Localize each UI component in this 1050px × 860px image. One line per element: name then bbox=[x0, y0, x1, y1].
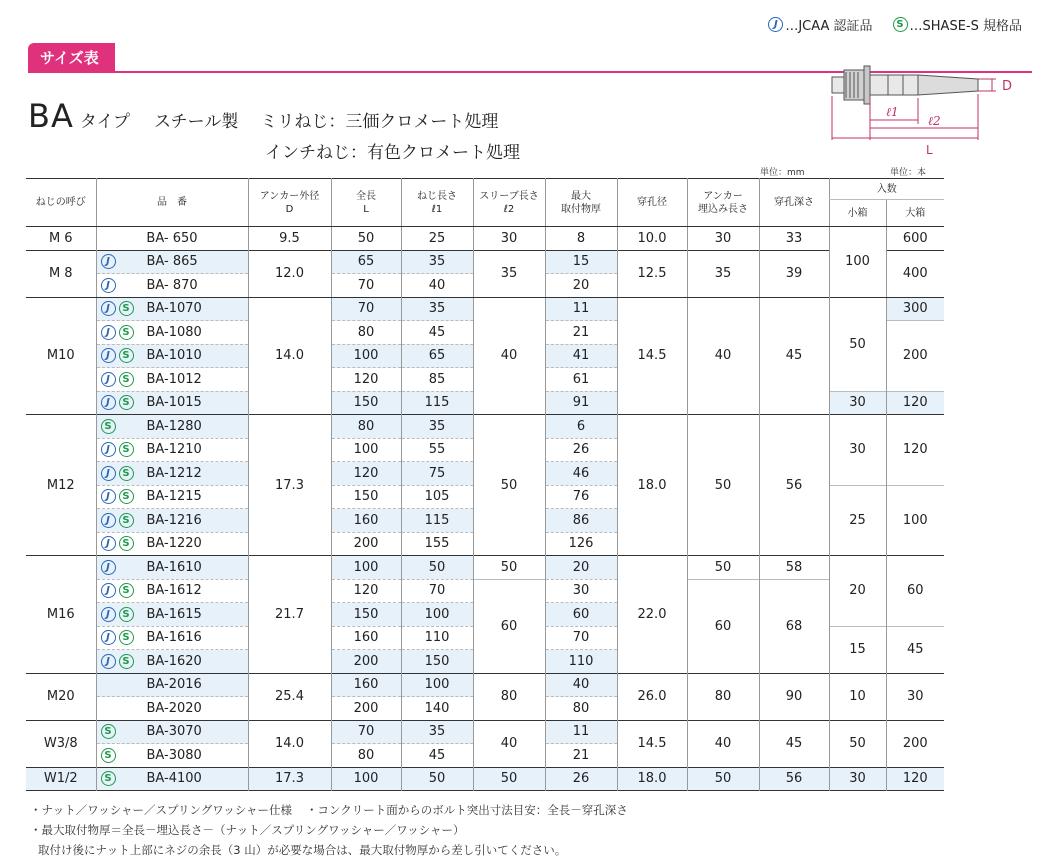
sleeve-length-cell: 40 bbox=[473, 720, 545, 767]
embed-length-cell: 50 bbox=[687, 415, 759, 556]
table-row bbox=[26, 767, 944, 791]
thread-length-cell: 25 bbox=[401, 227, 473, 251]
max-thickness-cell: 20 bbox=[545, 274, 617, 298]
sleeve-length-cell: 30 bbox=[473, 227, 545, 251]
header-max-thickness: 最大 取付物厚 bbox=[545, 179, 617, 227]
thread-length-cell: 50 bbox=[401, 556, 473, 580]
part-no-label: BA-1212 bbox=[146, 465, 202, 481]
max-thickness-cell: 110 bbox=[545, 650, 617, 674]
part-no-label: BA-1010 bbox=[146, 348, 202, 364]
part-no-cell bbox=[96, 391, 248, 415]
thread-length-cell: 55 bbox=[401, 438, 473, 462]
length-cell: 150 bbox=[331, 391, 401, 415]
hole-dia-cell: 18.0 bbox=[617, 415, 687, 556]
embed-length-cell: 50 bbox=[687, 767, 759, 791]
shase-mark-icon: S bbox=[101, 771, 116, 786]
thread-length-cell: 35 bbox=[401, 415, 473, 439]
jcaa-mark-icon: J bbox=[101, 254, 116, 269]
part-no-label: BA-3070 bbox=[146, 724, 202, 740]
hole-dia-cell: 22.0 bbox=[617, 556, 687, 674]
part-no-cell: BA- 650 bbox=[96, 227, 248, 251]
hole-depth-cell: 68 bbox=[759, 579, 829, 673]
shase-mark-icon: S bbox=[101, 724, 116, 739]
part-no-cell bbox=[96, 579, 248, 603]
shase-mark-icon: S bbox=[101, 419, 116, 434]
diagram-l1-label: ℓ1 bbox=[886, 105, 899, 119]
part-no-cell bbox=[96, 415, 248, 439]
thread-length-cell: 45 bbox=[401, 744, 473, 768]
part-no-label: BA-1280 bbox=[146, 418, 202, 434]
max-thickness-cell: 21 bbox=[545, 321, 617, 345]
part-no-label: BA-1210 bbox=[146, 442, 202, 458]
embed-length-cell: 40 bbox=[687, 720, 759, 767]
length-cell: 100 bbox=[331, 556, 401, 580]
hole-depth-cell: 56 bbox=[759, 767, 829, 791]
nominal-cell: W3/8 bbox=[43, 736, 78, 751]
shase-mark-icon: S bbox=[893, 17, 908, 32]
part-no-label: BA-1070 bbox=[146, 301, 202, 317]
type-suffix: タイプ bbox=[79, 112, 130, 132]
jcaa-mark-icon: J bbox=[101, 372, 116, 387]
part-no-cell bbox=[96, 321, 248, 345]
anchor-dia-cell: 17.3 bbox=[248, 767, 331, 791]
sleeve-length-cell: 50 bbox=[473, 767, 545, 791]
sleeve-length-cell: 35 bbox=[473, 250, 545, 297]
header-thread-length: ねじ長さ ℓ1 bbox=[401, 179, 473, 227]
diagram-d-label: D bbox=[1002, 79, 1013, 94]
header-hole-depth: 穿孔深さ bbox=[759, 179, 829, 227]
part-no-cell bbox=[96, 744, 248, 768]
max-thickness-cell: 20 bbox=[545, 556, 617, 580]
header-part-no: 品 番 bbox=[96, 179, 248, 227]
sleeve-length-cell: 80 bbox=[473, 673, 545, 720]
max-thickness-cell: 11 bbox=[545, 297, 617, 321]
unit-count: 単位：本 bbox=[890, 168, 927, 178]
part-no-cell bbox=[96, 297, 248, 321]
length-cell: 160 bbox=[331, 509, 401, 533]
diagram-l-label: L bbox=[926, 143, 933, 157]
part-no-cell bbox=[96, 485, 248, 509]
legend-shase bbox=[893, 15, 1022, 34]
inch-finish: インチねじ：有色クロメート処理 bbox=[265, 143, 520, 163]
hole-dia-cell: 12.5 bbox=[617, 250, 687, 297]
legend-jcaa bbox=[768, 15, 872, 34]
max-thickness-cell: 91 bbox=[545, 391, 617, 415]
hole-dia-cell: 26.0 bbox=[617, 673, 687, 720]
note-max-thickness: ・最大取付物厚＝全長－埋込長さ－（ナット／スプリングワッシャー／ワッシャー） bbox=[30, 823, 465, 837]
shase-mark-icon: S bbox=[119, 489, 134, 504]
part-no-cell bbox=[96, 650, 248, 674]
embed-length-cell: 60 bbox=[687, 579, 759, 673]
jcaa-mark-icon: J bbox=[101, 442, 116, 457]
large-box-cell: 100 bbox=[886, 485, 944, 556]
shase-mark-icon: S bbox=[119, 325, 134, 340]
sleeve-length-cell: 50 bbox=[473, 415, 545, 556]
thread-length-cell: 150 bbox=[401, 650, 473, 674]
large-box-cell: 200 bbox=[886, 720, 944, 767]
thread-length-cell: 100 bbox=[401, 603, 473, 627]
table-row bbox=[26, 227, 944, 251]
small-box-cell: 30 bbox=[829, 391, 886, 415]
anchor-dia-cell: 9.5 bbox=[248, 227, 331, 251]
shase-mark-icon: S bbox=[119, 513, 134, 528]
table-row bbox=[26, 415, 944, 439]
size-table bbox=[26, 178, 944, 791]
part-no-label: BA-1620 bbox=[146, 653, 202, 669]
hole-depth-cell: 45 bbox=[759, 720, 829, 767]
anchor-dia-cell: 21.7 bbox=[248, 556, 331, 674]
large-box-cell: 60 bbox=[886, 556, 944, 627]
thread-length-cell: 140 bbox=[401, 697, 473, 721]
table-row bbox=[26, 579, 944, 603]
table-row bbox=[26, 250, 944, 274]
part-no-label: BA-1080 bbox=[146, 324, 202, 340]
jcaa-mark-icon: J bbox=[101, 560, 116, 575]
footnotes bbox=[30, 800, 628, 860]
part-no-label: BA-1012 bbox=[146, 371, 202, 387]
embed-length-cell: 40 bbox=[687, 297, 759, 415]
max-thickness-cell: 30 bbox=[545, 579, 617, 603]
max-thickness-cell: 15 bbox=[545, 250, 617, 274]
embed-length-cell: 35 bbox=[687, 250, 759, 297]
small-box-cell: 30 bbox=[829, 415, 886, 486]
large-box-cell: 300 bbox=[886, 297, 944, 321]
hole-depth-cell: 90 bbox=[759, 673, 829, 720]
thread-length-cell: 110 bbox=[401, 626, 473, 650]
hole-depth-cell: 58 bbox=[759, 556, 829, 580]
table-row bbox=[26, 297, 944, 321]
note-spec: ・ナット／ワッシャー／スプリングワッシャー仕様 bbox=[30, 803, 292, 817]
length-cell: 120 bbox=[331, 368, 401, 392]
part-no-cell bbox=[96, 556, 248, 580]
length-cell: 200 bbox=[331, 650, 401, 674]
max-thickness-cell: 8 bbox=[545, 227, 617, 251]
shase-mark-icon: S bbox=[119, 372, 134, 387]
shase-mark-icon: S bbox=[119, 395, 134, 410]
hole-dia-cell: 14.5 bbox=[617, 720, 687, 767]
thread-length-cell: 70 bbox=[401, 579, 473, 603]
header-sleeve-length: スリーブ長さ ℓ2 bbox=[473, 179, 545, 227]
length-cell: 120 bbox=[331, 579, 401, 603]
hole-depth-cell: 33 bbox=[759, 227, 829, 251]
thread-length-cell: 100 bbox=[401, 673, 473, 697]
hole-depth-cell: 45 bbox=[759, 297, 829, 415]
section-label: サイズ表 bbox=[28, 43, 115, 73]
small-box-cell: 10 bbox=[829, 673, 886, 720]
shase-mark-icon: S bbox=[119, 536, 134, 551]
jcaa-mark-icon: J bbox=[101, 325, 116, 340]
part-no-cell bbox=[96, 603, 248, 627]
part-no-cell bbox=[96, 509, 248, 533]
note-protrusion: ・コンクリート面からのボルト突出寸法目安：全長－穿孔深さ bbox=[305, 803, 628, 817]
max-thickness-cell: 26 bbox=[545, 438, 617, 462]
sleeve-length-cell: 60 bbox=[473, 579, 545, 673]
unit-mm: 単位：mm bbox=[760, 168, 805, 178]
part-no-cell bbox=[96, 767, 248, 791]
part-no-label: BA-1220 bbox=[146, 536, 202, 552]
thread-length-cell: 115 bbox=[401, 391, 473, 415]
length-cell: 70 bbox=[331, 297, 401, 321]
hole-depth-cell: 39 bbox=[759, 250, 829, 297]
large-box-cell: 600 bbox=[886, 227, 944, 251]
anchor-dia-cell: 14.0 bbox=[248, 297, 331, 415]
part-no-cell bbox=[96, 626, 248, 650]
nominal-cell: M20 bbox=[46, 689, 75, 704]
part-no-label: BA-2016 bbox=[146, 677, 202, 693]
max-thickness-cell: 46 bbox=[545, 462, 617, 486]
part-no-label: BA-1615 bbox=[146, 606, 202, 622]
length-cell: 70 bbox=[331, 720, 401, 744]
large-box-cell: 45 bbox=[886, 626, 944, 673]
thread-length-cell: 115 bbox=[401, 509, 473, 533]
header-large-box: 大箱 bbox=[886, 200, 944, 227]
anchor-dia-cell: 17.3 bbox=[248, 415, 331, 556]
part-no-cell bbox=[96, 532, 248, 556]
shase-mark-icon: S bbox=[119, 348, 134, 363]
jcaa-mark-icon: J bbox=[101, 654, 116, 669]
thread-length-cell: 85 bbox=[401, 368, 473, 392]
embed-length-cell: 50 bbox=[687, 556, 759, 580]
length-cell: 200 bbox=[331, 532, 401, 556]
embed-length-cell: 30 bbox=[687, 227, 759, 251]
header-nominal: ねじの呼び bbox=[26, 179, 96, 227]
jcaa-mark-icon: J bbox=[101, 395, 116, 410]
nominal-cell: M 8 bbox=[26, 250, 96, 297]
thread-length-cell: 35 bbox=[401, 297, 473, 321]
jcaa-mark-icon: J bbox=[101, 630, 116, 645]
embed-length-cell: 80 bbox=[687, 673, 759, 720]
jcaa-mark-icon: J bbox=[768, 17, 783, 32]
length-cell: 70 bbox=[331, 274, 401, 298]
hole-dia-cell: 14.5 bbox=[617, 297, 687, 415]
part-no-label: BA-1612 bbox=[146, 583, 202, 599]
small-box-cell: 25 bbox=[829, 485, 886, 556]
thread-length-cell: 65 bbox=[401, 344, 473, 368]
legend-shase-label: …SHASE-S 規格品 bbox=[909, 19, 1022, 34]
jcaa-mark-icon: J bbox=[101, 489, 116, 504]
length-cell: 65 bbox=[331, 250, 401, 274]
large-box-cell: 120 bbox=[886, 391, 944, 415]
part-no-cell bbox=[96, 368, 248, 392]
nominal-cell: W1/2 bbox=[26, 767, 96, 791]
part-no-cell bbox=[96, 673, 248, 697]
nominal-cell: M 6 bbox=[48, 230, 73, 246]
part-no-label: BA-1215 bbox=[146, 489, 202, 505]
small-box-cell: 20 bbox=[829, 556, 886, 627]
jcaa-mark-icon: J bbox=[101, 583, 116, 598]
header-anchor-dia: アンカー外径 D bbox=[248, 179, 331, 227]
part-no-cell bbox=[96, 344, 248, 368]
max-thickness-cell: 60 bbox=[545, 603, 617, 627]
header-small-box: 小箱 bbox=[829, 200, 886, 227]
large-box-cell: 400 bbox=[886, 250, 944, 297]
length-cell: 100 bbox=[331, 344, 401, 368]
jcaa-mark-icon: J bbox=[101, 301, 116, 316]
nominal-cell: M10 bbox=[46, 348, 75, 364]
header-embed-length: アンカー 埋込み長さ bbox=[687, 179, 759, 227]
material: スチール製 bbox=[154, 112, 239, 132]
thread-length-cell: 105 bbox=[401, 485, 473, 509]
type-name: BA bbox=[28, 97, 74, 135]
small-box-cell: 50 bbox=[829, 297, 886, 391]
thread-length-cell: 40 bbox=[401, 274, 473, 298]
part-no-label: BA-4100 bbox=[146, 771, 202, 787]
note-thread-margin: 取付け後にナット上部にネジの余長（3 山）が必要な場合は、最大取付物厚から差し引いてください。 bbox=[38, 843, 567, 857]
legend-jcaa-label: …JCAA 認証品 bbox=[785, 19, 873, 34]
shase-mark-icon: S bbox=[119, 442, 134, 457]
length-cell: 200 bbox=[331, 697, 401, 721]
thread-length-cell: 35 bbox=[401, 250, 473, 274]
header-quantity: 入数 bbox=[829, 179, 944, 200]
large-box-cell: 30 bbox=[886, 673, 944, 720]
length-cell: 120 bbox=[331, 462, 401, 486]
shase-mark-icon: S bbox=[101, 748, 116, 763]
max-thickness-cell: 6 bbox=[545, 415, 617, 439]
thread-length-cell: 75 bbox=[401, 462, 473, 486]
shase-mark-icon: S bbox=[119, 654, 134, 669]
shase-mark-icon: S bbox=[119, 301, 134, 316]
length-cell: 100 bbox=[331, 438, 401, 462]
diagram-l2-label: ℓ2 bbox=[928, 114, 941, 128]
table-row bbox=[26, 673, 944, 697]
part-no-cell bbox=[96, 438, 248, 462]
max-thickness-cell: 86 bbox=[545, 509, 617, 533]
hole-dia-cell: 18.0 bbox=[617, 767, 687, 791]
max-thickness-cell: 11 bbox=[545, 720, 617, 744]
thread-length-cell: 50 bbox=[401, 767, 473, 791]
length-cell: 80 bbox=[331, 415, 401, 439]
jcaa-mark-icon: J bbox=[101, 607, 116, 622]
shase-mark-icon: S bbox=[119, 583, 134, 598]
small-box-cell: 30 bbox=[829, 767, 886, 791]
large-box-cell: 200 bbox=[886, 321, 944, 392]
header-hole-dia: 穿孔径 bbox=[617, 179, 687, 227]
product-title bbox=[28, 97, 498, 135]
thread-length-cell: 45 bbox=[401, 321, 473, 345]
large-box-cell: 120 bbox=[886, 767, 944, 791]
header-length: 全長 L bbox=[331, 179, 401, 227]
length-cell: 80 bbox=[331, 744, 401, 768]
length-cell: 100 bbox=[331, 767, 401, 791]
nominal-cell: M16 bbox=[46, 606, 75, 622]
small-box-cell: 50 bbox=[829, 720, 886, 767]
max-thickness-cell: 41 bbox=[545, 344, 617, 368]
sleeve-length-cell: 50 bbox=[473, 556, 545, 580]
jcaa-mark-icon: J bbox=[101, 348, 116, 363]
part-no-label: BA-3080 bbox=[146, 747, 202, 763]
jcaa-mark-icon: J bbox=[101, 278, 116, 293]
length-cell: 150 bbox=[331, 485, 401, 509]
thread-length-cell: 155 bbox=[401, 532, 473, 556]
metric-finish: ミリねじ：三価クロメート処理 bbox=[260, 112, 499, 132]
nominal-cell: M12 bbox=[46, 477, 75, 493]
part-no-label: BA-1216 bbox=[146, 512, 202, 528]
anchor-dia-cell: 14.0 bbox=[248, 720, 331, 767]
small-box-cell: 100 bbox=[829, 227, 886, 298]
jcaa-mark-icon: J bbox=[101, 536, 116, 551]
shase-mark-icon: S bbox=[119, 630, 134, 645]
small-box-cell: 15 bbox=[829, 626, 886, 673]
max-thickness-cell: 21 bbox=[545, 744, 617, 768]
max-thickness-cell: 70 bbox=[545, 626, 617, 650]
anchor-dia-cell: 12.0 bbox=[248, 250, 331, 297]
part-no-label: BA-1610 bbox=[146, 559, 202, 575]
max-thickness-cell: 26 bbox=[545, 767, 617, 791]
part-no-label: BA-1015 bbox=[146, 395, 202, 411]
jcaa-mark-icon: J bbox=[101, 466, 116, 481]
shase-mark-icon: S bbox=[119, 607, 134, 622]
length-cell: 160 bbox=[331, 626, 401, 650]
part-no-cell bbox=[96, 697, 248, 721]
part-no-cell: J BA- 865 bbox=[96, 250, 248, 274]
max-thickness-cell: 80 bbox=[545, 697, 617, 721]
thread-length-cell: 35 bbox=[401, 720, 473, 744]
sleeve-length-cell: 40 bbox=[473, 297, 545, 415]
table-row bbox=[26, 720, 944, 744]
part-no-cell: J BA- 870 bbox=[96, 274, 248, 298]
anchor-diagram bbox=[828, 60, 1028, 160]
length-cell: 160 bbox=[331, 673, 401, 697]
anchor-dia-cell: 25.4 bbox=[248, 673, 331, 720]
length-cell: 50 bbox=[331, 227, 401, 251]
part-no-label: BA-1616 bbox=[146, 630, 202, 646]
large-box-cell: 120 bbox=[886, 415, 944, 486]
max-thickness-cell: 126 bbox=[545, 532, 617, 556]
hole-depth-cell: 56 bbox=[759, 415, 829, 556]
table-row bbox=[26, 556, 944, 580]
max-thickness-cell: 40 bbox=[545, 673, 617, 697]
legend bbox=[754, 15, 1022, 34]
jcaa-mark-icon: J bbox=[101, 513, 116, 528]
length-cell: 150 bbox=[331, 603, 401, 627]
max-thickness-cell: 76 bbox=[545, 485, 617, 509]
part-no-label: BA-2020 bbox=[146, 700, 202, 716]
length-cell: 80 bbox=[331, 321, 401, 345]
part-no-cell bbox=[96, 720, 248, 744]
max-thickness-cell: 61 bbox=[545, 368, 617, 392]
hole-dia-cell: 10.0 bbox=[617, 227, 687, 251]
part-no-cell bbox=[96, 462, 248, 486]
shase-mark-icon: S bbox=[119, 466, 134, 481]
